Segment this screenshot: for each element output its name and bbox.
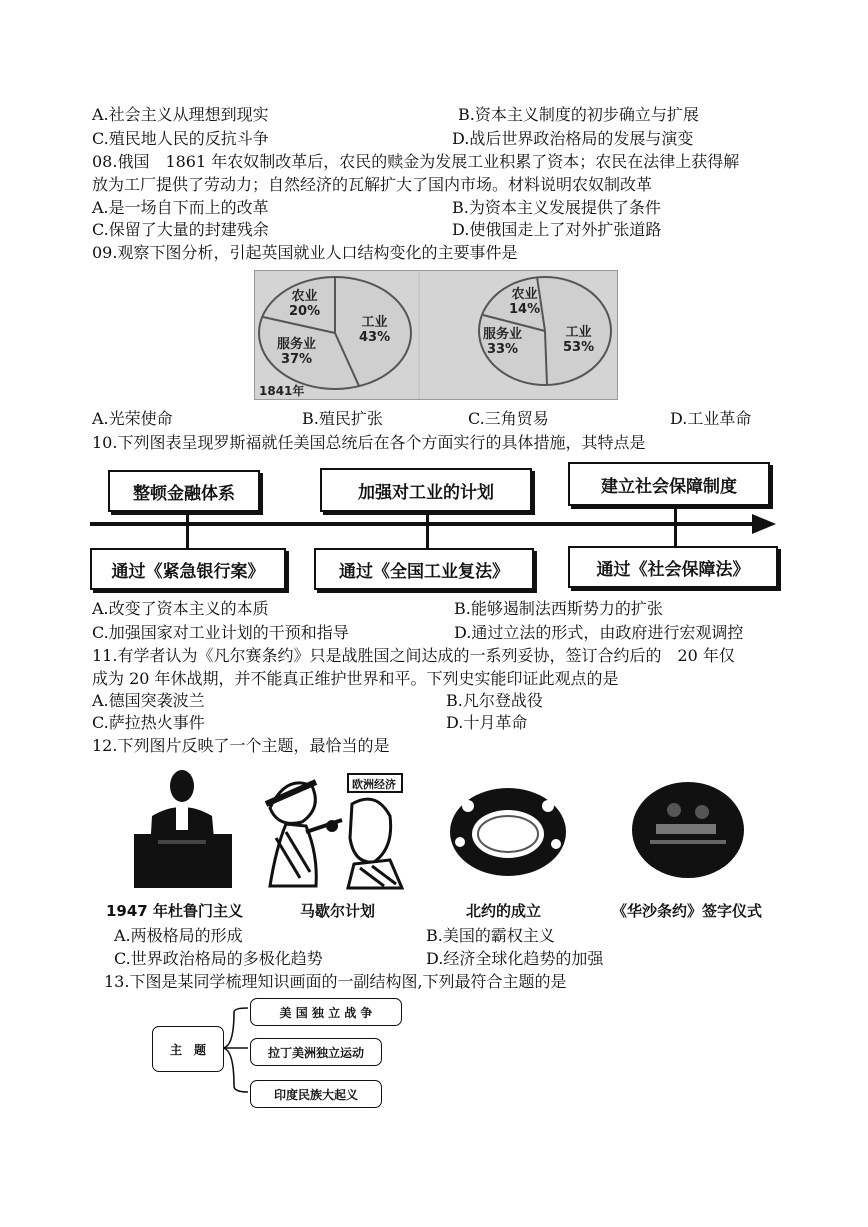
cartoon-sign-text: 欧洲经济 xyxy=(352,778,396,791)
warsaw-pact-picture xyxy=(630,780,746,880)
timeline-axis xyxy=(90,522,755,526)
q07-option-c[interactable]: C.殖民地人民的反抗斗争 xyxy=(92,129,269,148)
timeline-tick-2 xyxy=(426,510,429,548)
q12-option-b[interactable]: B.美国的霸权主义 xyxy=(426,926,555,945)
q12-option-d[interactable]: D.经济全球化趋势的加强 xyxy=(426,949,604,968)
q09-option-b[interactable]: B.殖民扩张 xyxy=(302,409,383,428)
q07-option-d[interactable]: D.战后世界政治格局的发展与演变 xyxy=(452,129,694,148)
q10-option-c[interactable]: C.加强国家对工业计划的干预和指导 xyxy=(92,623,349,642)
timeline-top-box-3: 建立社会保障制度 xyxy=(568,462,770,506)
structure-branch-3: 印度民族大起义 xyxy=(250,1080,382,1108)
q10-option-d[interactable]: D.通过立法的形式，由政府进行宏观调控 xyxy=(454,623,744,642)
timeline-tick-1 xyxy=(186,510,189,548)
q11-option-a[interactable]: A.德国突袭波兰 xyxy=(92,691,205,710)
q09-option-d[interactable]: D.工业革命 xyxy=(670,409,752,428)
picture-caption-1: 1947 年杜鲁门主义 xyxy=(106,902,243,920)
pie1-industry-label: 工业 43% xyxy=(359,315,391,345)
nato-founding-picture xyxy=(448,786,568,878)
pie2-industry-label: 工业 53% xyxy=(563,325,595,355)
q08-stem-line2: 放为工厂提供了劳动力；自然经济的瓦解扩大了国内市场。材料说明农奴制改革 xyxy=(92,175,653,194)
structure-branch-1: 美 国 独 立 战 争 xyxy=(250,998,402,1026)
q08-option-b[interactable]: B.为资本主义发展提供了条件 xyxy=(452,198,661,217)
timeline-bottom-box-1: 通过《紧急银行案》 xyxy=(90,548,286,590)
q12-stem: 12.下列图片反映了一个主题，最恰当的是 xyxy=(92,736,390,755)
pie1-service-label: 服务业 37% xyxy=(277,337,317,367)
timeline-top-box-1: 整顿金融体系 xyxy=(108,470,260,512)
q09-stem: 09.观察下图分析，引起英国就业人口结构变化的主要事件是 xyxy=(92,243,518,262)
employment-pie-figure xyxy=(254,270,618,400)
pie1-year: 1841年 xyxy=(259,384,305,398)
q08-option-a[interactable]: A.是一场自下而上的改革 xyxy=(92,198,269,217)
pie1-agri-label: 农业 20% xyxy=(289,289,321,319)
q11-option-b[interactable]: B.凡尔登战役 xyxy=(446,691,543,710)
pie2-agri-label: 农业 14% xyxy=(509,287,541,317)
timeline-top-box-2: 加强对工业的计划 xyxy=(320,468,532,512)
q10-option-b[interactable]: B.能够遏制法西斯势力的扩张 xyxy=(454,599,663,618)
q07-option-b[interactable]: B.资本主义制度的初步确立与扩展 xyxy=(458,105,699,124)
structure-branch-2: 拉丁美洲独立运动 xyxy=(250,1038,382,1066)
q09-option-a[interactable]: A.光荣使命 xyxy=(92,409,173,428)
q12-option-c[interactable]: C.世界政治格局的多极化趋势 xyxy=(114,949,323,968)
pie2-service-label: 服务业 33% xyxy=(483,327,523,357)
timeline-tick-3 xyxy=(674,504,677,548)
timeline-bottom-box-2: 通过《全国工业复法》 xyxy=(314,548,534,590)
picture-caption-2: 马歇尔计划 xyxy=(300,902,376,920)
q11-stem-line1: 11.有学者认为《凡尔赛条约》只是战胜国之间达成的一系列妥协，签订合约后的 20 年仅 xyxy=(92,646,735,665)
q10-option-a[interactable]: A.改变了资本主义的本质 xyxy=(92,599,269,618)
timeline-bottom-box-3: 通过《社会保障法》 xyxy=(568,546,778,588)
q11-option-c[interactable]: C.萨拉热火事件 xyxy=(92,713,205,732)
q08-option-c[interactable]: C.保留了大量的封建残余 xyxy=(92,220,269,239)
structure-root-box: 主 题 xyxy=(152,1026,224,1072)
picture-caption-3: 北约的成立 xyxy=(466,902,542,920)
truman-doctrine-picture xyxy=(128,764,240,888)
q08-stem-line1: 08.俄国 1861 年农奴制改革后，农民的赎金为发展工业积累了资本；农民在法律上获得解 xyxy=(92,152,740,171)
q11-option-d[interactable]: D.十月革命 xyxy=(446,713,528,732)
q10-stem: 10.下列图表呈现罗斯福就任美国总统后在各个方面实行的具体措施，其特点是 xyxy=(92,433,646,452)
timeline-arrow-icon xyxy=(752,514,776,534)
q08-option-d[interactable]: D.使俄国走上了对外扩张道路 xyxy=(452,220,662,239)
picture-caption-4: 《华沙条约》签字仪式 xyxy=(612,902,763,920)
q07-option-a[interactable]: A.社会主义从理想到现实 xyxy=(92,105,269,124)
q09-option-c[interactable]: C.三角贸易 xyxy=(468,409,549,428)
q13-stem: 13.下图是某同学梳理知识画面的一副结构图,下列最符合主题的是 xyxy=(104,972,567,991)
q11-stem-line2: 成为 20 年休战期，并不能真正维护世界和平。下列史实能印证此观点的是 xyxy=(92,669,619,688)
q12-option-a[interactable]: A.两极格局的形成 xyxy=(114,926,243,945)
marshall-plan-cartoon xyxy=(256,768,406,890)
